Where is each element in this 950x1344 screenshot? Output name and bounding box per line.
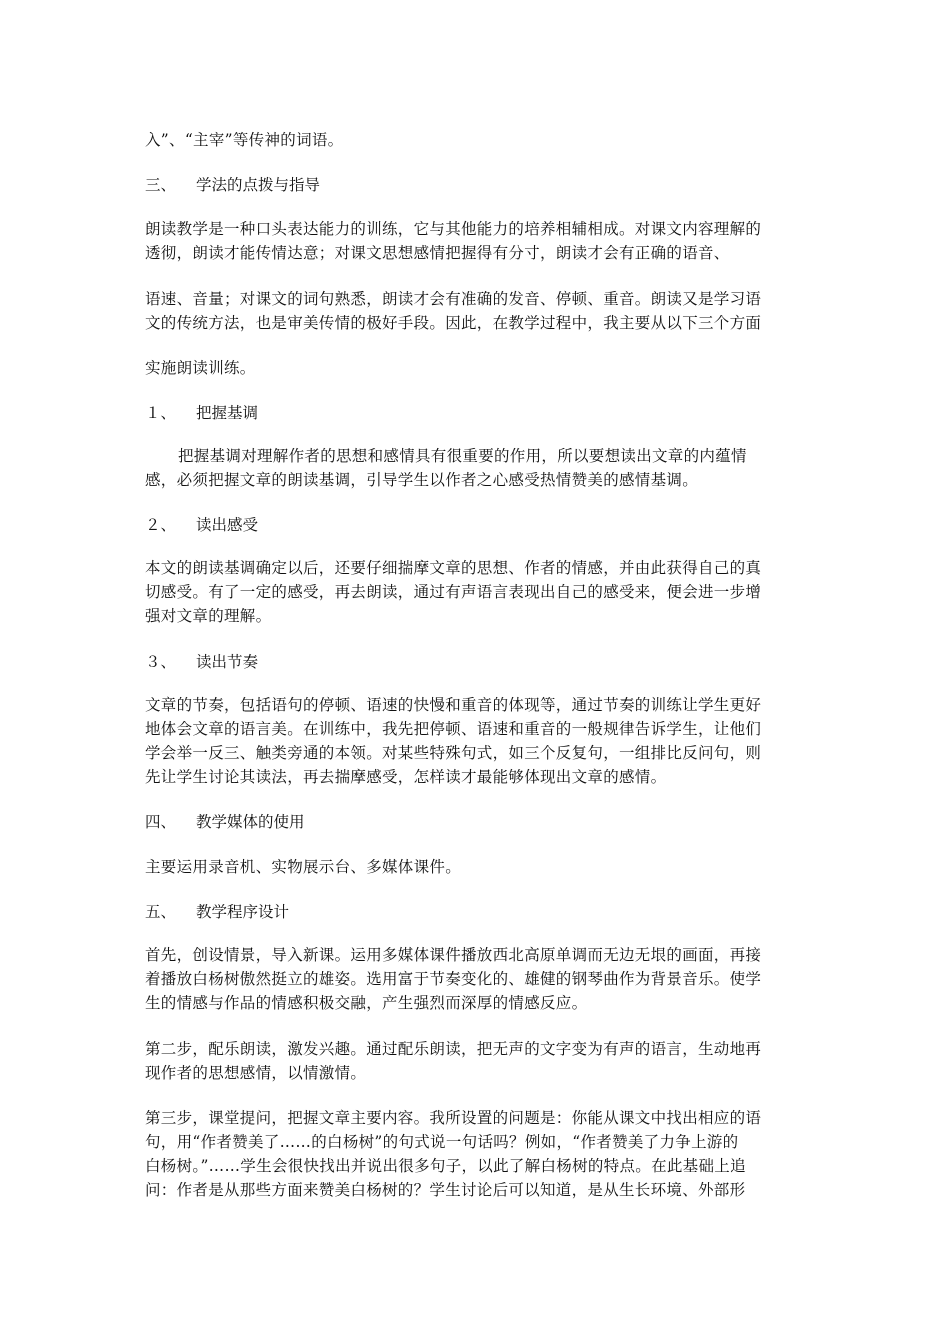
text-line: 透彻，朗读才能传情达意；对课文思想感情把握得有分寸，朗读才会有正确的语音、 — [145, 244, 730, 262]
text-line: 入”、“主宰”等传神的词语。 — [145, 131, 344, 149]
text-line: 现作者的思想感情，以情激情。 — [145, 1064, 367, 1082]
section-title: 教学媒体的使用 — [196, 813, 305, 831]
subsection-heading — [145, 401, 258, 423]
text-line: 朗读教学是一种口头表达能力的训练，它与其他能力的培养相辅相成。对课文内容理解的 — [145, 220, 762, 238]
text-line: 着播放白杨树傲然挺立的雄姿。选用富于节奏变化的、雄健的钢琴曲作为背景音乐。使学 — [145, 970, 762, 988]
text-line: 先让学生讨论其读法，再去揣摩感受，怎样读才最能够体现出文章的感情。 — [145, 768, 667, 786]
text-line: 第二步，配乐朗读，激发兴趣。通过配乐朗读，把无声的文字变为有声的语言，生动地再 — [145, 1040, 762, 1058]
text-line: 地体会文章的语言美。在训练中，我先把停顿、语速和重音的一般规律告诉学生，让他们 — [145, 720, 762, 738]
section-heading — [145, 810, 305, 832]
text-line: 学会举一反三、触类旁通的本领。对某些特殊句式，如三个反复句，一组排比反问句，则 — [145, 744, 762, 762]
section-heading — [145, 173, 320, 195]
text-line: 感，必须把握文章的朗读基调，引导学生以作者之心感受热情赞美的感情基调。 — [145, 471, 699, 489]
subsection-number: １、 — [145, 404, 177, 422]
subsection-title: 读出节奏 — [196, 653, 259, 671]
text-line: 把握基调对理解作者的思想和感情具有很重要的作用，所以要想读出文章的内蕴情 — [178, 447, 747, 465]
subsection-title: 读出感受 — [196, 516, 259, 534]
text-line: 句，用“作者赞美了……的白杨树”的句式说一句话吗？例如，“作者赞美了力争上游的 — [145, 1133, 739, 1151]
text-line: 问：作者是从那些方面来赞美白杨树的？学生讨论后可以知道，是从生长环境、外部形 — [145, 1181, 746, 1199]
text-line: 强对文章的理解。 — [145, 607, 272, 625]
subsection-number: ３、 — [145, 653, 177, 671]
text-line: 文章的节奏，包括语句的停顿、语速的快慢和重音的体现等，通过节奏的训练让学生更好 — [145, 696, 762, 714]
section-number: 五、 — [145, 903, 177, 921]
section-title: 教学程序设计 — [196, 903, 290, 921]
text-line: 白杨树。”……学生会很快找出并说出很多句子，以此了解白杨树的特点。在此基础上追 — [145, 1157, 746, 1175]
text-line: 文的传统方法，也是审美传情的极好手段。因此，在教学过程中，我主要从以下三个方面 — [145, 314, 762, 332]
subsection-heading — [145, 650, 258, 672]
text-line: 主要运用录音机、实物展示台、多媒体课件。 — [145, 858, 462, 876]
section-title: 学法的点拨与指导 — [196, 176, 321, 194]
section-number: 四、 — [145, 813, 177, 831]
section-heading — [145, 900, 289, 922]
text-line: 本文的朗读基调确定以后，还要仔细揣摩文章的思想、作者的情感，并由此获得自己的真 — [145, 559, 762, 577]
subsection-number: ２、 — [145, 516, 177, 534]
subsection-title: 把握基调 — [196, 404, 259, 422]
text-line: 实施朗读训练。 — [145, 359, 256, 377]
subsection-heading — [145, 513, 258, 535]
text-line: 生的情感与作品的情感积极交融，产生强烈而深厚的情感反应。 — [145, 994, 588, 1012]
text-line: 切感受。有了一定的感受，再去朗读，通过有声语言表现出自己的感受来，便会进一步增 — [145, 583, 762, 601]
section-number: 三、 — [145, 176, 177, 194]
text-line: 第三步，课堂提问，把握文章主要内容。我所设置的问题是：你能从课文中找出相应的语 — [145, 1109, 762, 1127]
text-line: 首先，创设情景，导入新课。运用多媒体课件播放西北高原单调而无边无垠的画面，再接 — [145, 946, 762, 964]
text-line: 语速、音量；对课文的词句熟悉，朗读才会有准确的发音、停顿、重音。朗读又是学习语 — [145, 290, 762, 308]
